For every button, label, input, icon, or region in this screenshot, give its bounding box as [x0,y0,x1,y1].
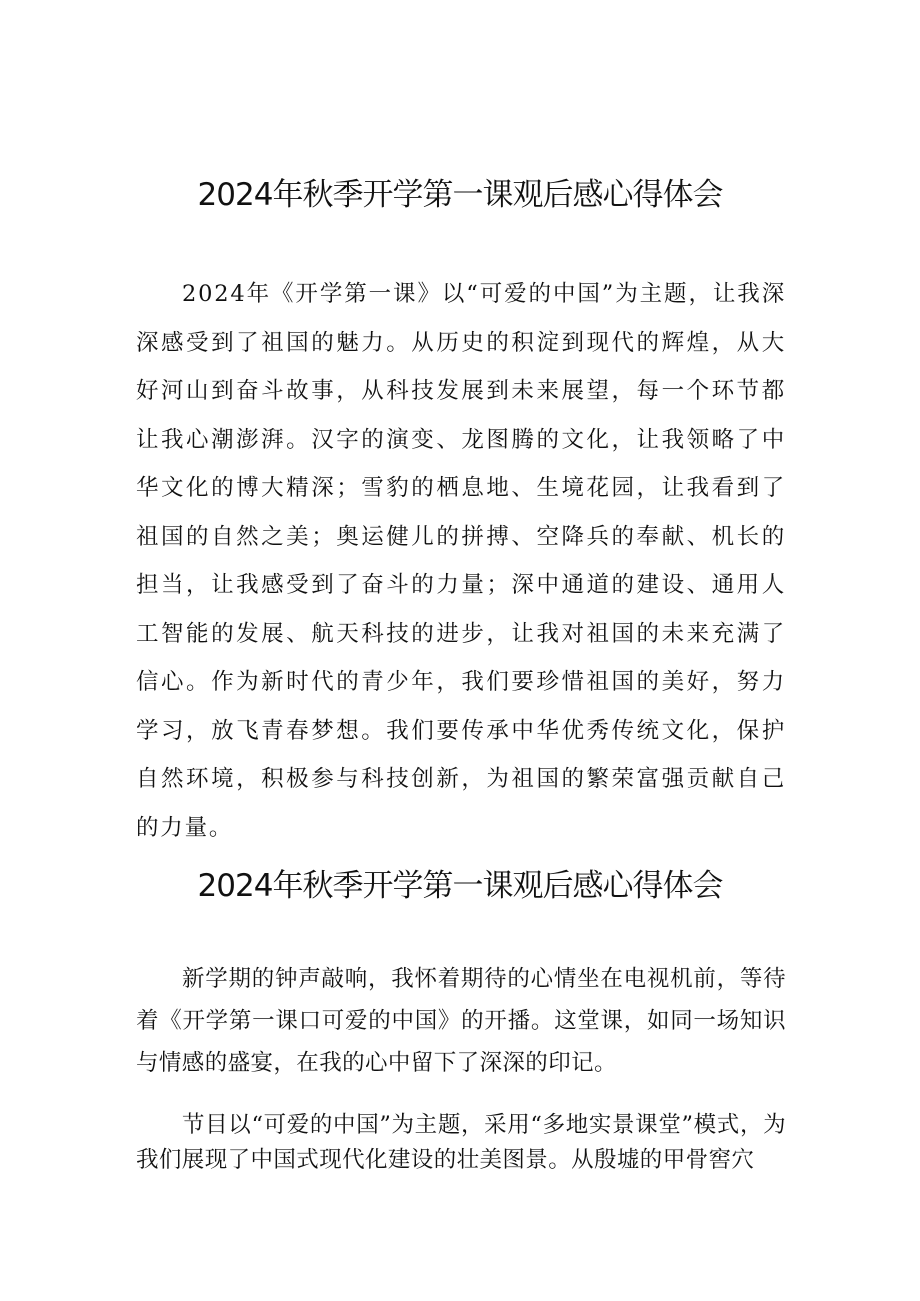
article-title: 2024年秋季开学第一课观后感心得体会 [197,177,723,213]
article-paragraph: 新学期的钟声敲响，我怀着期待的心情坐在电视机前，等待着《开学第一课口可爱的中国》的开播。这堂课，如同一场知识与情感的盛宴，在我的心中留下了深深的印记。 [136,966,786,1076]
article-title: 2024年秋季开学第一课观后感心得体会 [197,868,723,904]
article-paragraph: 节目以“可爱的中国”为主题，采用“多地实景课堂”模式，为我们展现了中国式现代化建设的壮美图景。从殷墟的甲骨窖穴 [136,1112,786,1173]
article-paragraph: 2024年《开学第一课》以“可爱的中国”为主题，让我深深感受到了祖国的魅力。从历史的积淀到现代的辉煌，从大好河山到奋斗故事，从科技发展到未来展望，每一个环节都让我心潮澎湃。汉字的演变、龙图腾的文化，让我领略了中华文化的博大精深；雪豹的栖息地、生境花园，让我看到了祖国的自然之美；奥运健儿的拼搏、空降兵的奉献、机长的担当，让我感受到了奋斗的力量；深中通道的建设、通用人工智能的发展、航天科技的进步，让我对祖国的未来充满了信心。作为新时代的青少年，我们要珍惜祖国的美好，努力学习，放飞青春梦想。我们要传承中华优秀传统文化，保护自然环境，积极参与科技创新，为祖国的繁荣富强贡献自己的力量。 [136,281,786,841]
